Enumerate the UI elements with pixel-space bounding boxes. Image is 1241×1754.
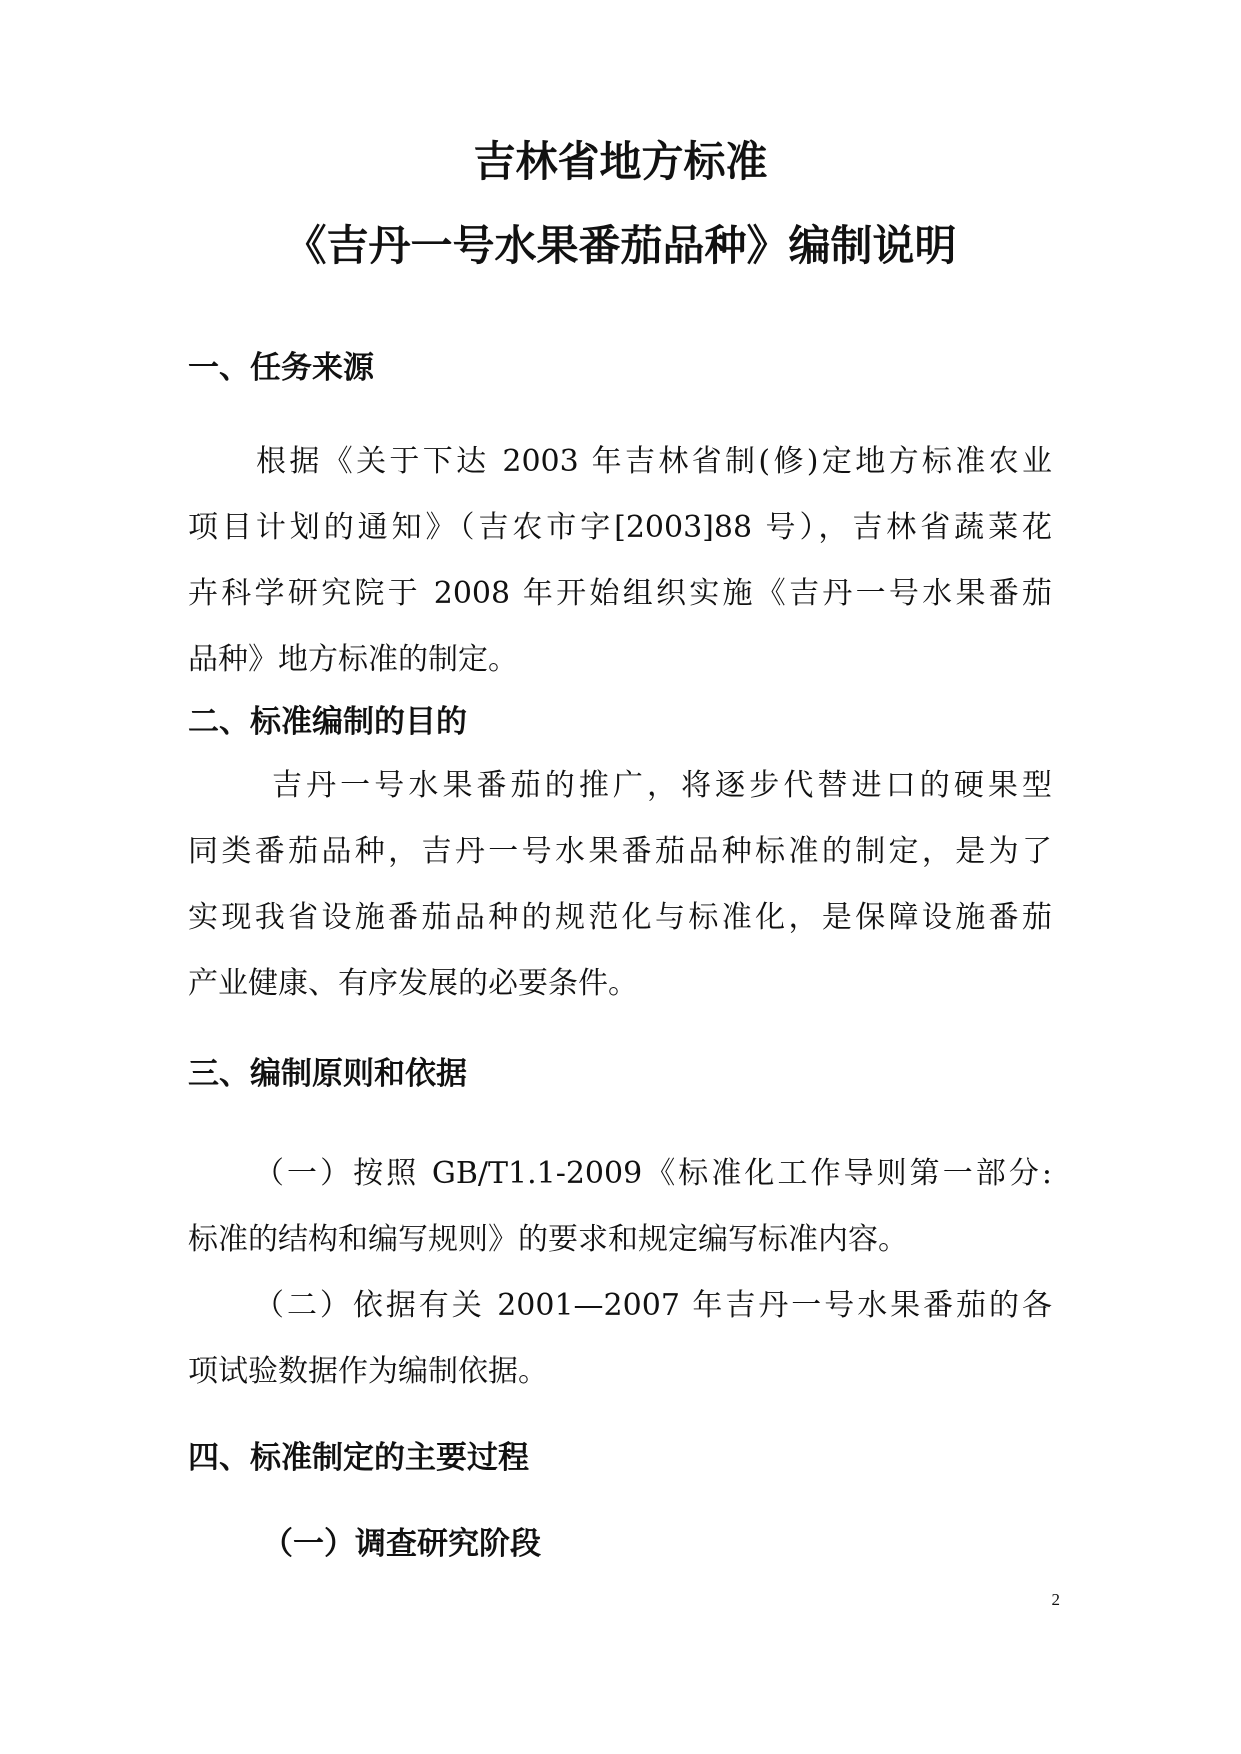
paragraph-line: 根据《关于下达 2003 年吉林省制(修)定地方标准农业 — [256, 444, 1052, 479]
paragraph-line: 同类番茄品种，吉丹一号水果番茄品种标准的制定，是为了 — [188, 834, 1052, 869]
paragraph-line: 实现我省设施番茄品种的规范化与标准化，是保障设施番茄 — [188, 900, 1052, 935]
paragraph-line: （一）按照 GB/T1.1-2009《标准化工作导则第一部分: — [254, 1156, 1052, 1191]
section-heading-purpose: 二、标准编制的目的 — [188, 704, 467, 740]
section-heading-principles: 三、编制原则和依据 — [188, 1056, 467, 1092]
paragraph-line: 项试验数据作为编制依据。 — [188, 1354, 548, 1389]
document-title-line-1: 吉林省地方标准 — [473, 137, 768, 186]
paragraph-line: （二）依据有关 2001—2007 年吉丹一号水果番茄的各 — [254, 1288, 1052, 1323]
paragraph-line: 项目计划的通知》（吉农市字[2003]88 号），吉林省蔬菜花 — [188, 510, 1052, 545]
page-number: 2 — [1051, 1590, 1060, 1609]
subsection-heading-research-stage: （一）调查研究阶段 — [262, 1526, 541, 1562]
section-heading-process: 四、标准制定的主要过程 — [188, 1440, 529, 1476]
section-heading-task-source: 一、任务来源 — [188, 350, 374, 386]
paragraph-line: 标准的结构和编写规则》的要求和规定编写标准内容。 — [188, 1222, 908, 1257]
document-title-line-2: 《吉丹一号水果番茄品种》编制说明 — [284, 221, 957, 270]
paragraph-line: 卉科学研究院于 2008 年开始组织实施《吉丹一号水果番茄 — [188, 576, 1052, 611]
paragraph-line: 产业健康、有序发展的必要条件。 — [188, 966, 638, 1001]
paragraph-line: 吉丹一号水果番茄的推广，将逐步代替进口的硬果型 — [272, 768, 1052, 803]
paragraph-line: 品种》地方标准的制定。 — [188, 642, 518, 677]
